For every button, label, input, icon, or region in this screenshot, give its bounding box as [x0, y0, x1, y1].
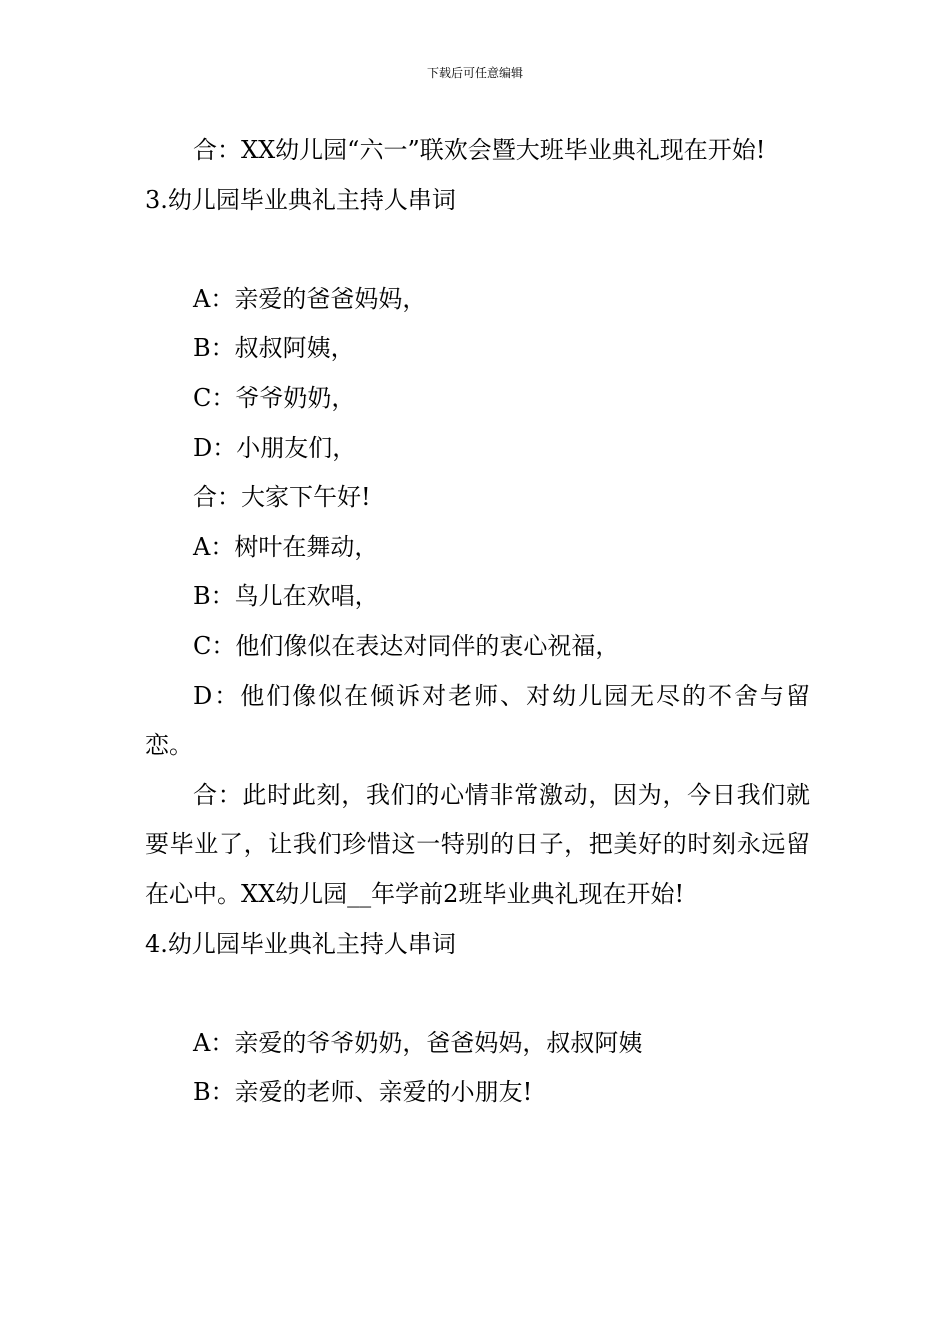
blank-line — [145, 969, 810, 1019]
section-heading-4: 4.幼儿园毕业典礼主持人串词 — [145, 929, 456, 958]
paragraph-line: C：爷爷奶奶， — [193, 383, 356, 412]
paragraph-line: 合：大家下午好! — [193, 483, 371, 512]
paragraph-line: D：他们像似在倾诉对老师、对幼儿园无尽的不舍与留恋。 — [145, 681, 810, 760]
paragraph-line: D：小朋友们， — [193, 433, 357, 462]
document-body — [145, 126, 810, 1118]
blank-line — [145, 225, 810, 275]
paragraph-line: A：树叶在舞动， — [193, 532, 379, 561]
paragraph-line: B：鸟儿在欢唱， — [193, 582, 379, 611]
section-heading-3: 3.幼儿园毕业典礼主持人串词 — [145, 185, 456, 214]
paragraph-closing-line: 合：XX幼儿园“六一”联欢会暨大班毕业典礼现在开始! — [193, 136, 766, 164]
paragraph-line: A：亲爱的爷爷奶奶，爸爸妈妈，叔叔阿姨 — [193, 1028, 643, 1057]
paragraph-line: C：他们像似在表达对同伴的衷心祝福， — [193, 631, 620, 660]
paragraph-line: A：亲爱的爸爸妈妈， — [193, 284, 427, 313]
page-header: 下载后可任意编辑 — [426, 66, 523, 80]
paragraph-line: 合：此时此刻，我们的心情非常激动，因为，今日我们就要毕业了，让我们珍惜这一特别的日子，把美好的时刻永远留在心中。XX幼儿园__年学前2班毕业典礼现在开始! — [145, 780, 810, 908]
paragraph-line: B：亲爱的老师、亲爱的小朋友! — [193, 1078, 533, 1107]
paragraph-line: B：叔叔阿姨， — [193, 334, 355, 363]
